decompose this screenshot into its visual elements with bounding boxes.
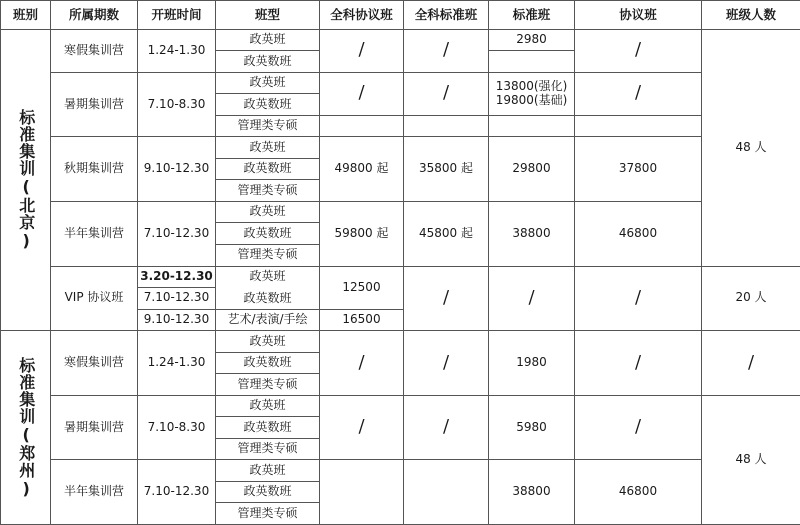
price-line: 19800(基础)	[495, 92, 568, 107]
class-type-cell: 政英班	[216, 331, 320, 353]
price-cell: 5980	[489, 395, 575, 460]
slash-cell: /	[575, 395, 702, 460]
slash-cell: /	[320, 72, 404, 115]
time-cell: 7.10-8.30	[138, 72, 216, 137]
table-row	[1, 29, 800, 51]
period-cell: VIP 协议班	[51, 266, 138, 331]
time-cell: 9.10-12.30	[138, 309, 216, 331]
table-row	[1, 137, 800, 159]
class-type-cell: 管理类专硕	[216, 115, 320, 137]
group-cell-beijing	[1, 29, 51, 330]
slash-cell: /	[320, 331, 404, 396]
slash-cell: /	[404, 395, 489, 460]
slash-cell: /	[489, 266, 575, 331]
slash-cell: /	[575, 29, 702, 72]
time-cell: 7.10-12.30	[138, 288, 216, 310]
price-line: 13800(强化)	[495, 79, 568, 93]
price-cell	[489, 72, 575, 115]
class-type-cell: 艺术/表演/手绘	[216, 309, 320, 331]
header-cell: 班别	[1, 1, 51, 30]
class-type-cell: 管理类专硕	[216, 374, 320, 396]
period-cell: 暑期集训营	[51, 395, 138, 460]
price-cell: 45800 起	[404, 201, 489, 266]
slash-cell: /	[575, 331, 702, 396]
price-cell: 46800	[575, 201, 702, 266]
class-type-cell: 管理类专硕	[216, 180, 320, 202]
header-cell: 所属期数	[51, 1, 138, 30]
period-cell: 寒假集训营	[51, 331, 138, 396]
class-type-cell: 管理类专硕	[216, 438, 320, 460]
price-cell: 16500	[320, 309, 404, 331]
header-row	[1, 1, 800, 30]
period-cell: 秋期集训营	[51, 137, 138, 202]
empty-cell	[404, 115, 489, 137]
price-cell: 38800	[489, 460, 575, 525]
time-cell: 9.10-12.30	[138, 137, 216, 202]
class-type-cell: 政英数班	[216, 158, 320, 180]
empty-cell	[320, 115, 404, 137]
slash-cell: /	[702, 331, 800, 396]
slash-cell: /	[575, 72, 702, 115]
slash-cell: /	[404, 29, 489, 72]
time-cell: 7.10-12.30	[138, 201, 216, 266]
slash-cell: /	[404, 331, 489, 396]
empty-cell	[489, 115, 575, 137]
table-row	[1, 460, 800, 482]
price-cell: 29800	[489, 137, 575, 202]
group-label: 标准集训(北京)	[16, 108, 36, 251]
slash-cell: /	[404, 266, 489, 331]
time-cell: 7.10-8.30	[138, 395, 216, 460]
period-cell: 半年集训营	[51, 460, 138, 525]
period-cell: 暑期集训营	[51, 72, 138, 137]
class-type-cell: 政英数班	[216, 223, 320, 245]
slash-cell: /	[320, 29, 404, 72]
size-cell: 48 人	[702, 29, 800, 266]
class-type-cell: 管理类专硕	[216, 245, 320, 267]
slash-cell: /	[320, 395, 404, 460]
price-cell: 59800 起	[320, 201, 404, 266]
price-cell: 49800 起	[320, 137, 404, 202]
class-type-cell	[216, 266, 320, 309]
period-cell: 寒假集训营	[51, 29, 138, 72]
size-cell: 48 人	[702, 395, 800, 524]
class-type-cell: 管理类专硕	[216, 503, 320, 525]
header-cell: 开班时间	[138, 1, 216, 30]
time-cell: 7.10-12.30	[138, 460, 216, 525]
price-cell: 1980	[489, 331, 575, 396]
price-cell	[489, 51, 575, 73]
time-cell: 1.24-1.30	[138, 29, 216, 72]
table-row	[1, 266, 800, 288]
header-cell: 协议班	[575, 1, 702, 30]
size-cell: 20 人	[702, 266, 800, 331]
slash-cell: /	[575, 266, 702, 331]
price-cell: 37800	[575, 137, 702, 202]
empty-cell	[575, 115, 702, 137]
class-type-cell: 政英班	[216, 29, 320, 51]
class-type-cell: 政英数班	[216, 417, 320, 439]
class-type-cell: 政英数班	[216, 94, 320, 116]
price-cell: 38800	[489, 201, 575, 266]
header-cell: 班级人数	[702, 1, 800, 30]
class-type-line: 政英班	[249, 268, 286, 283]
header-cell: 标准班	[489, 1, 575, 30]
price-cell: 46800	[575, 460, 702, 525]
class-type-cell: 政英班	[216, 201, 320, 223]
period-cell: 半年集训营	[51, 201, 138, 266]
group-label: 标准集训(郑州)	[16, 356, 36, 499]
header-cell: 全科标准班	[404, 1, 489, 30]
class-type-cell: 政英数班	[216, 481, 320, 503]
slash-cell: /	[404, 72, 489, 115]
time-cell: 1.24-1.30	[138, 331, 216, 396]
price-cell: 12500	[320, 266, 404, 309]
class-type-cell: 政英班	[216, 72, 320, 94]
empty-cell	[320, 460, 404, 525]
table-row	[1, 331, 800, 353]
price-cell: 2980	[489, 29, 575, 51]
header-cell: 全科协议班	[320, 1, 404, 30]
time-cell: 3.20-12.30	[138, 266, 216, 288]
class-type-line: 政英数班	[243, 290, 292, 305]
table-row	[1, 395, 800, 417]
class-type-cell: 政英班	[216, 460, 320, 482]
class-type-cell: 政英数班	[216, 352, 320, 374]
table-row	[1, 201, 800, 223]
class-type-cell: 政英班	[216, 395, 320, 417]
group-cell-zhengzhou	[1, 331, 51, 525]
price-cell: 35800 起	[404, 137, 489, 202]
class-type-cell: 政英数班	[216, 51, 320, 73]
empty-cell	[404, 460, 489, 525]
class-type-cell: 政英班	[216, 137, 320, 159]
header-cell: 班型	[216, 1, 320, 30]
table-row	[1, 72, 800, 94]
